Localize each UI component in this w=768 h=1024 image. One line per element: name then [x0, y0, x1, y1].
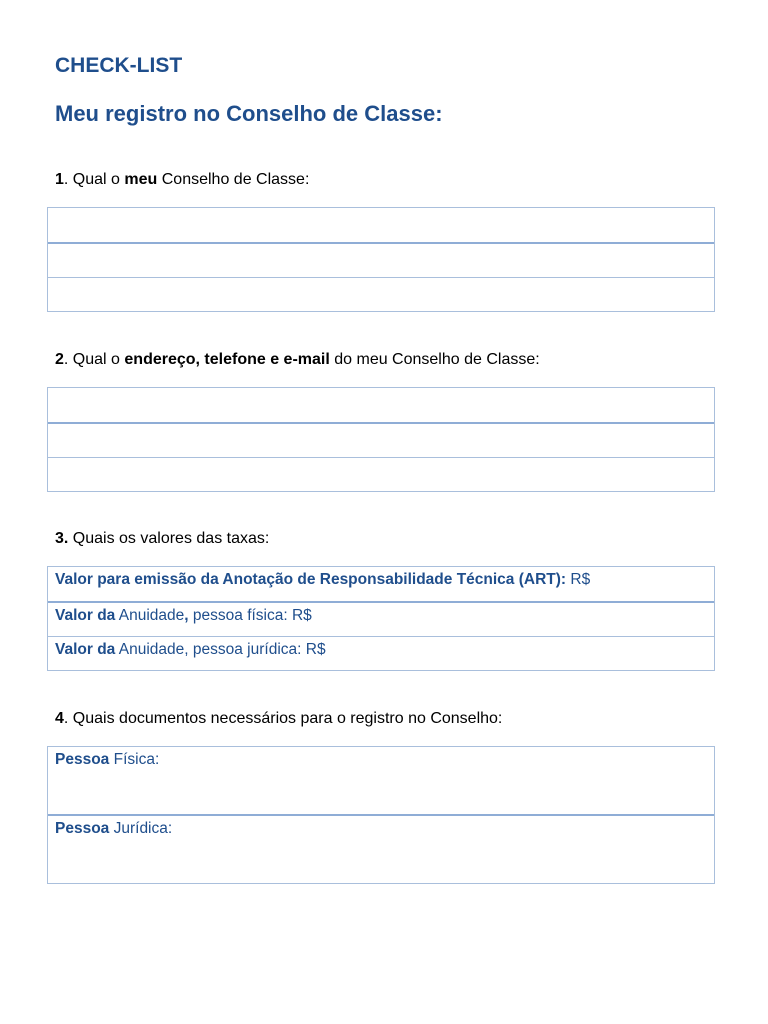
fee-pj-label: Valor da: [55, 641, 116, 658]
answer-table-1: [47, 207, 715, 312]
question-3-text: Quais os valores das taxas:: [68, 530, 270, 547]
fee-pf-value: pessoa física: R$: [188, 607, 312, 624]
question-1-number: 1: [55, 171, 64, 188]
question-2-text-a: . Qual o: [63, 351, 125, 368]
fee-row-pf[interactable]: [48, 603, 714, 637]
question-1-text-b: Conselho de Classe:: [157, 171, 310, 188]
question-4: [55, 710, 502, 728]
question-2-bold: endereço, telefone e e-mail: [124, 351, 330, 368]
fee-pf-text: Anuidade: [115, 607, 185, 624]
fee-row-pj[interactable]: [48, 637, 714, 670]
question-3-number: 3.: [55, 530, 69, 547]
fee-pj-value: Anuidade, pessoa jurídica: R$: [115, 641, 326, 658]
fee-pf: [55, 607, 312, 625]
question-4-number: 4: [55, 710, 64, 727]
question-1-bold: meu: [124, 171, 158, 188]
docs-pj: [55, 820, 172, 838]
answer-field-2c[interactable]: [48, 458, 714, 491]
answer-field-1a[interactable]: [48, 208, 714, 244]
question-4-text: . Quais documentos necessários para o registro no Conselho:: [63, 710, 503, 727]
question-2-number: 2: [55, 351, 64, 368]
answer-field-1c[interactable]: [48, 278, 714, 311]
docs-pj-value: Jurídica:: [109, 820, 173, 837]
fees-table: [47, 566, 715, 671]
question-3: [55, 530, 269, 548]
docs-pf-label: Pessoa: [55, 751, 110, 768]
answer-field-2b[interactable]: [48, 424, 714, 458]
answer-field-2a[interactable]: [48, 388, 714, 424]
docs-pf-value: Física:: [109, 751, 160, 768]
question-2: [55, 351, 540, 369]
docs-row-pf[interactable]: [48, 747, 714, 816]
page-subtitle: Meu registro no Conselho de Classe:: [55, 101, 443, 126]
answer-field-1b[interactable]: [48, 244, 714, 278]
answer-table-2: [47, 387, 715, 492]
docs-row-pj[interactable]: [48, 816, 714, 883]
question-1-text-a: . Qual o: [63, 171, 125, 188]
question-1: [55, 171, 309, 189]
fee-art-label: Valor para emissão da Anotação de Responsabilidade Técnica (ART):: [55, 571, 567, 588]
question-2-text-b: do meu Conselho de Classe:: [329, 351, 540, 368]
fee-art-value: R$: [566, 571, 591, 588]
docs-pf: [55, 751, 159, 769]
fee-pj: [55, 641, 326, 659]
page-title: CHECK-LIST: [55, 54, 183, 77]
fee-pf-label: Valor da: [55, 607, 116, 624]
documents-table: [47, 746, 715, 884]
fee-art: [55, 571, 590, 589]
fee-pf-comma: ,: [184, 607, 189, 624]
fee-row-art[interactable]: [48, 567, 714, 603]
docs-pj-label: Pessoa: [55, 820, 110, 837]
